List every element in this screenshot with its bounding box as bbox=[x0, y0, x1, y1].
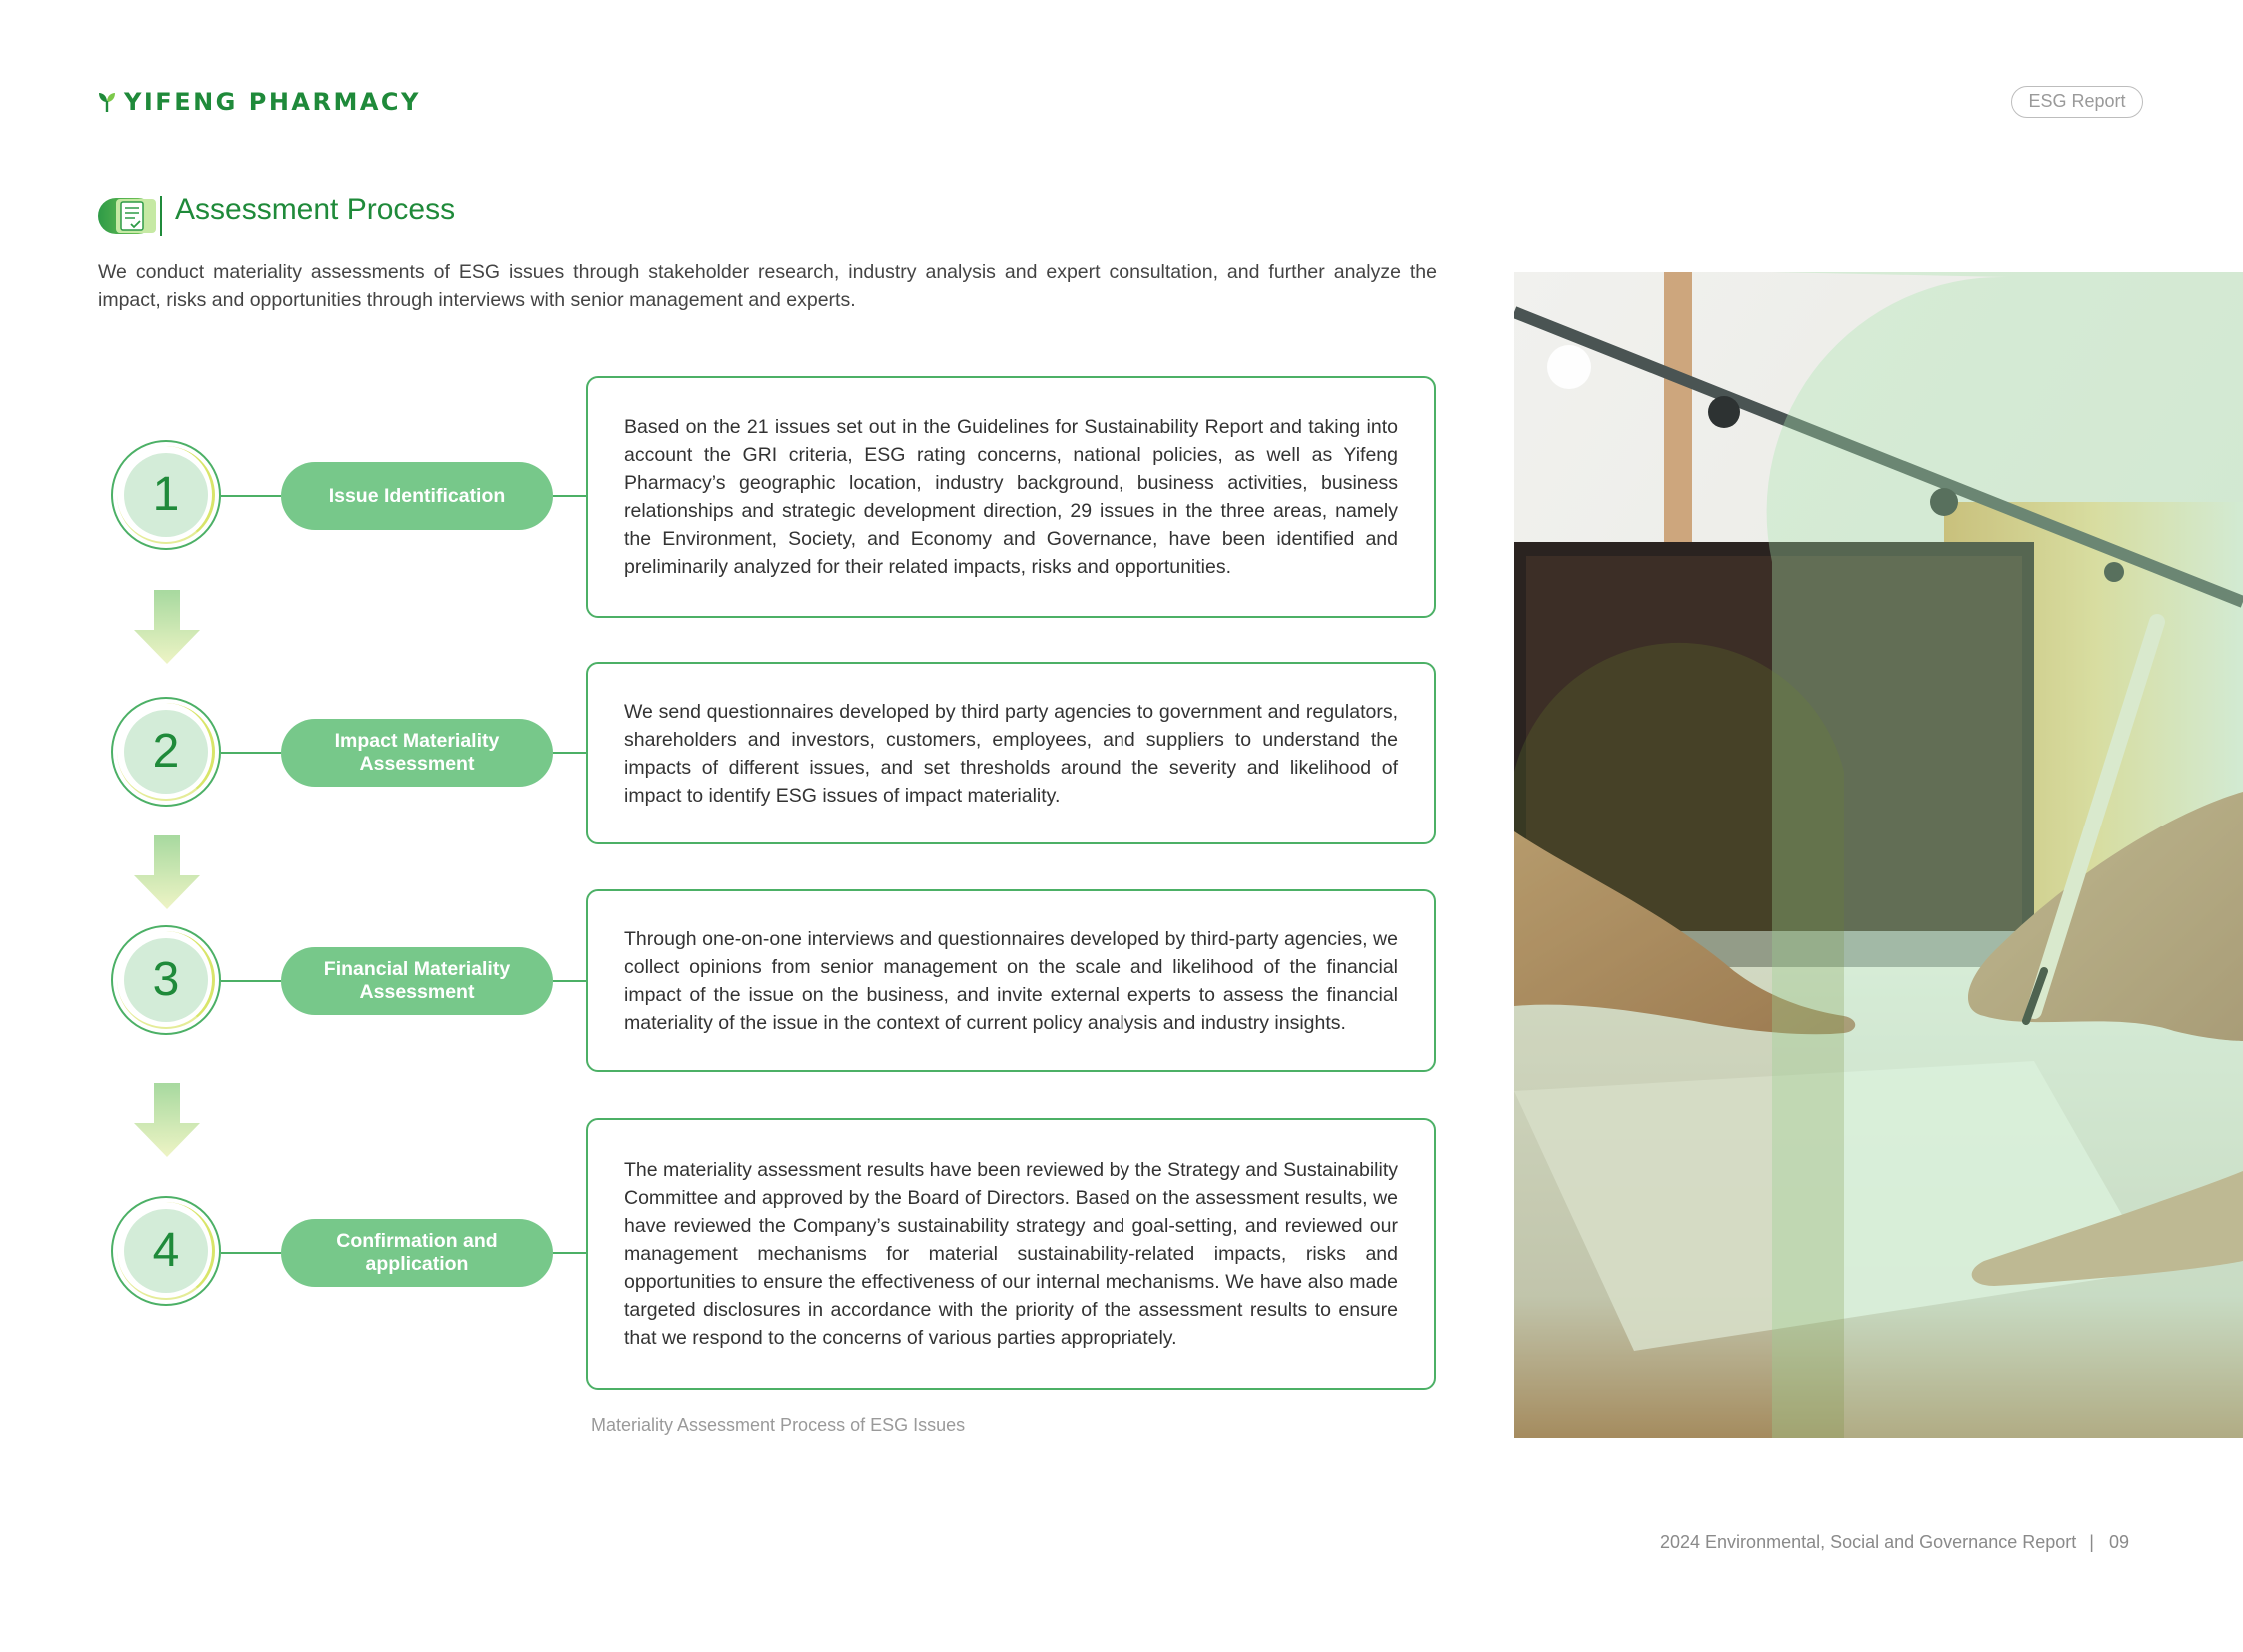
intro-paragraph: We conduct materiality assessments of ESG issues through stakeholder research, industry analysis and expert consultation, and further analyze the impact, risks and opportunities through interviews with senior management and experts. bbox=[98, 261, 1437, 311]
step-1-circle bbox=[111, 440, 221, 550]
section-divider bbox=[160, 196, 162, 236]
step-2-label: Impact Materiality Assessment bbox=[281, 719, 553, 787]
step-4-number: 4 bbox=[124, 1209, 208, 1293]
step-3-description-box bbox=[586, 889, 1436, 1072]
step-1-description: Based on the 21 issues set out in the Guidelines for Sustainability Report and taking into account the GRI criteria, ESG rating concerns, national policies, as well as Yifeng Pharmacy’s geographic location, industry background, business activities, business relationships and strategic development direction, 29 issues in the three areas, namely the Environment, Society, and Economy and Governance, have been identified and preliminarily analyzed for their related impacts, risks and opportunities. bbox=[624, 416, 1398, 578]
step-3-number: 3 bbox=[124, 938, 208, 1022]
section-title: Assessment Process bbox=[175, 193, 456, 226]
down-arrow-icon bbox=[134, 835, 200, 909]
step-1-label: Issue Identification bbox=[281, 462, 553, 530]
step-1-number: 1 bbox=[124, 453, 208, 537]
step-4-description: The materiality assessment results have been reviewed by the Strategy and Sustainability Committee and approved by the Board of Directors. Based on the assessment results, we have reviewed the Company’s sustainability strategy and goal-setting, and reviewed our management mechanisms for material sustainability-related impacts, risks and opportunities to ensure the effectiveness of our internal mechanisms. We have also made targeted disclosures in accordance with the priority of the assessment results to ensure that we respond to the concerns of various parties appropriately. bbox=[624, 1159, 1398, 1349]
step-2-description-box bbox=[586, 662, 1436, 844]
footer-report-title: 2024 Environmental, Social and Governance Report bbox=[1660, 1532, 2077, 1552]
step-2-connector-right bbox=[553, 752, 586, 754]
step-3-circle bbox=[111, 925, 221, 1035]
esg-report-badge: ESG Report bbox=[2011, 86, 2143, 118]
step-3-description: Through one-on-one interviews and questionnaires developed by third-party agencies, we collect opinions from senior management on the scale and likelihood of the financial impact of the issue on the business, and invite external experts to assess the financial materiality of the issue in the context of current policy analysis and industry insights. bbox=[624, 927, 1398, 1034]
step-4-label: Confirmation and application bbox=[281, 1219, 553, 1287]
step-4-circle bbox=[111, 1196, 221, 1306]
footer-separator: | bbox=[2089, 1532, 2094, 1552]
step-1-connector-left bbox=[221, 495, 281, 497]
hands-writing-photo bbox=[1514, 272, 2243, 1438]
step-4-connector-right bbox=[553, 1252, 586, 1254]
brand-name: YIFENG PHARMACY bbox=[124, 88, 421, 116]
figure-caption: Materiality Assessment Process of ESG Issues bbox=[591, 1415, 966, 1435]
step-1-connector-right bbox=[553, 495, 586, 497]
step-2-circle bbox=[111, 697, 221, 807]
leaf-icon bbox=[98, 91, 116, 113]
step-1-description-box bbox=[586, 376, 1436, 618]
step-2-connector-left bbox=[221, 752, 281, 754]
brand-logo bbox=[98, 88, 421, 116]
step-3-connector-left bbox=[221, 980, 281, 982]
step-2-number: 2 bbox=[124, 710, 208, 794]
document-check-icon bbox=[98, 196, 158, 236]
down-arrow-icon bbox=[134, 1083, 200, 1157]
down-arrow-icon bbox=[134, 590, 200, 664]
step-2-description: We send questionnaires developed by third party agencies to government and regulators, shareholders and investors, customers, employees, and suppliers to understand the impacts of different issues, and set thresholds around the severity and likelihood of impact to identify ESG issues of impact materiality. bbox=[624, 700, 1398, 807]
step-3-label: Financial Materiality Assessment bbox=[281, 947, 553, 1015]
page-number: 09 bbox=[2108, 1532, 2129, 1552]
step-4-connector-left bbox=[221, 1252, 281, 1254]
step-3-connector-right bbox=[553, 980, 586, 982]
page-footer bbox=[1599, 1532, 2129, 1553]
step-4-description-box bbox=[586, 1118, 1436, 1390]
